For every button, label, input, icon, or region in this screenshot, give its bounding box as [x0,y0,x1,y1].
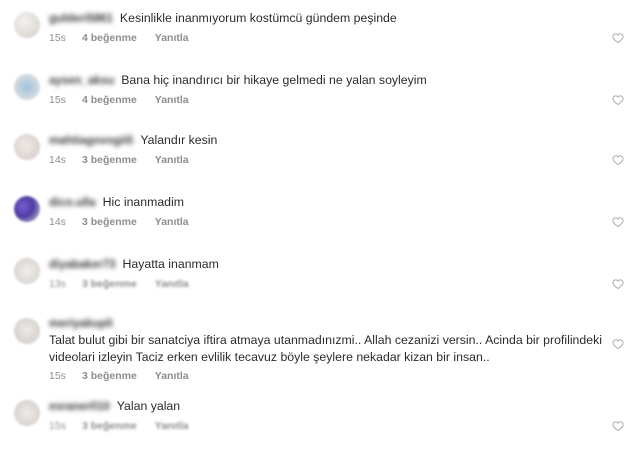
comment-body [49,398,626,433]
comment-header [49,316,626,365]
comment-body [49,316,626,383]
comment-username[interactable]: mahtiagovogiili [49,135,134,147]
comment-item[interactable] [0,256,640,291]
comment-likes[interactable]: 3 beğenme [81,278,137,290]
comment-reply-button[interactable]: Yanıtla [154,420,189,432]
comment-text: Hic inanmadim [102,195,184,209]
comment-username[interactable]: esraner010 [49,401,110,413]
comment-timestamp: 14s [49,154,66,166]
comment-header [49,194,626,211]
comment-username[interactable]: dico.ulla [49,197,96,209]
comment-body [49,10,626,45]
comment-meta [49,94,626,107]
avatar[interactable] [14,258,40,284]
comment-likes[interactable]: 3 beğenme [81,216,137,228]
comment-username[interactable]: meriyakupli [49,318,113,330]
comment-reply-button[interactable]: Yanıtla [154,216,189,228]
comment-timestamp: 15s [49,420,66,432]
comment-reply-button[interactable]: Yanıtla [154,94,189,106]
comment-reply-button[interactable]: Yanıtla [154,370,189,382]
comment-meta [49,420,626,433]
comment-reply-button[interactable]: Yanıtla [154,32,189,44]
comment-username[interactable]: gulderi5861 [49,13,113,25]
comment-likes[interactable]: 4 beğenme [81,32,137,44]
comment-reply-button[interactable]: Yanıtla [154,278,189,290]
avatar[interactable] [14,74,40,100]
comment-header [49,132,626,149]
comment-likes[interactable]: 4 beğenme [81,94,137,106]
heart-icon[interactable] [612,154,624,166]
comment-meta [49,32,626,45]
comment-item[interactable] [0,398,640,433]
comment-timestamp: 13s [49,278,66,290]
heart-icon[interactable] [612,278,624,290]
comment-meta [49,154,626,167]
comment-timestamp: 15s [49,32,66,44]
comment-body [49,72,626,107]
comment-reply-button[interactable]: Yanıtla [154,154,189,166]
comment-username[interactable]: diyabaker73 [49,259,116,271]
comment-text: Yalan yalan [116,399,181,413]
heart-icon[interactable] [612,420,624,432]
comment-header [49,10,626,27]
comment-header [49,256,626,273]
heart-icon[interactable] [612,32,624,44]
comment-body [49,194,626,229]
avatar[interactable] [14,400,40,426]
comment-text: Hayatta inanmam [122,257,219,271]
comment-body [49,132,626,167]
avatar[interactable] [14,318,40,344]
heart-icon[interactable] [612,94,624,106]
heart-icon[interactable] [612,338,624,350]
avatar[interactable] [14,12,40,38]
comment-timestamp: 15s [49,370,66,382]
comment-meta [49,216,626,229]
comment-username[interactable]: aysen_aksu [49,75,115,87]
comment-text: Bana hiç inandırıcı bir hikaye gelmedi ne yalan soyleyim [121,73,427,87]
comment-likes[interactable]: 3 beğenme [81,370,137,382]
comment-timestamp: 15s [49,94,66,106]
comment-text: Kesinlikle inanmıyorum kostümcü gündem peşinde [119,11,397,25]
comment-item[interactable] [0,194,640,229]
comment-likes[interactable]: 3 beğenme [81,420,137,432]
comment-header [49,398,626,415]
comment-item[interactable] [0,10,640,45]
comment-body [49,256,626,291]
comment-meta [49,370,626,383]
comment-header [49,72,626,89]
comment-timestamp: 14s [49,216,66,228]
avatar[interactable] [14,196,40,222]
comment-text: Yalandır kesin [140,133,218,147]
heart-icon[interactable] [612,216,624,228]
comment-likes[interactable]: 3 beğenme [81,154,137,166]
comment-text: Talat bulut gibi bir sanatciya iftira atmaya utanmadınızmi.. Allah cezanizi versin.. Acinda bir profilindeki videolari izleyin Taciz erken evlilik tecavuz böyle şeylere nekadar kizan bir insan.. [49,333,602,364]
comment-item[interactable] [0,132,640,167]
comment-item[interactable] [0,72,640,107]
comment-meta [49,278,626,291]
avatar[interactable] [14,134,40,160]
comment-item[interactable] [0,316,640,383]
